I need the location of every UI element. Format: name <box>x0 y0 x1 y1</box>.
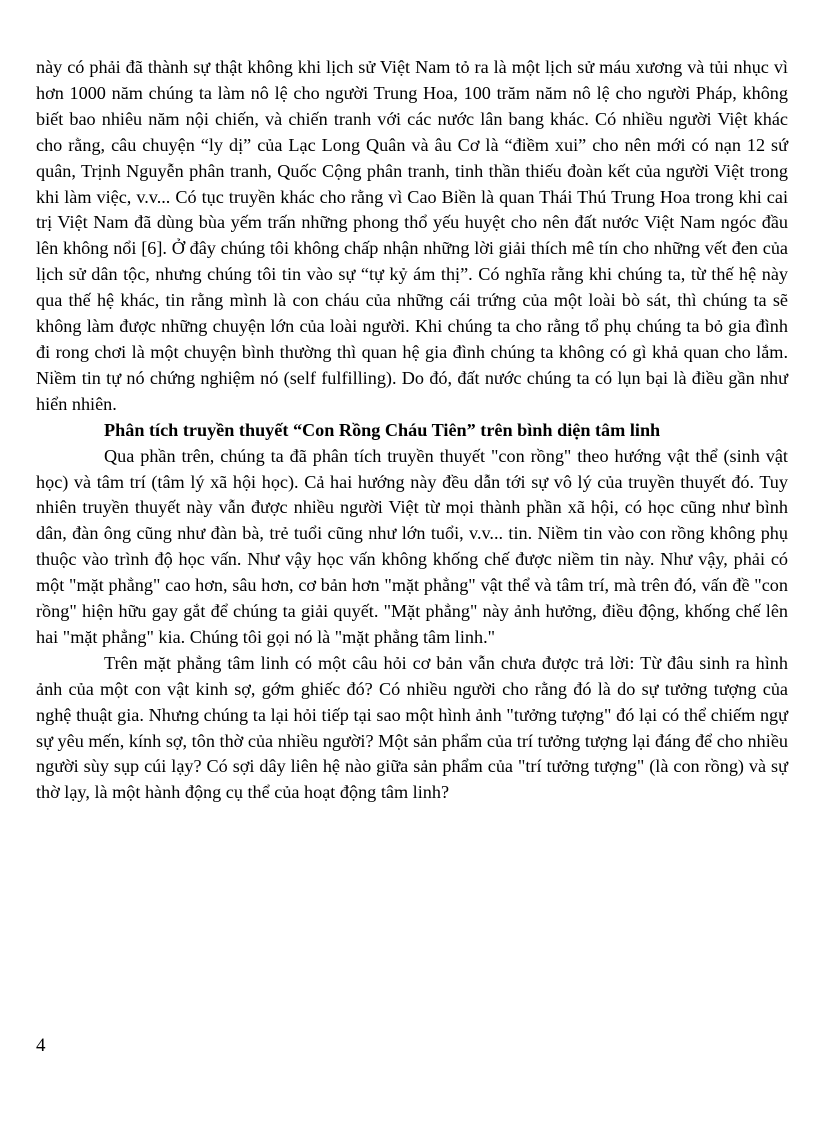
page-number: 4 <box>36 1035 46 1056</box>
body-paragraph-1: này có phải đã thành sự thật không khi lịch sử Việt Nam tỏ ra là một lịch sử máu xương và tủi nhục vì hơn 1000 năm chúng ta làm nô lệ cho người Trung Hoa, 100 trăm năm nô lệ cho người Pháp, không biết bao nhiêu năm nội chiến, và chiến tranh với các nước lân bang khác. Có nhiều người Việt khác cho rằng, câu chuyện “ly dị” của Lạc Long Quân và âu Cơ là “điềm xui” cho nên mới có nạn 12 sứ quân, Trịnh Nguyễn phân tranh, Quốc Cộng phân tranh, tinh thần thiếu đoàn kết của người Việt trong khi làm việc, v.v... Có tục truyền khác cho rằng vì Cao Biền là quan Thái Thú Trung Hoa trong khi cai trị Việt Nam đã dùng bùa yếm trấn những phong thổ yếu huyệt cho nên đất nước Việt Nam ngóc đầu lên không nổi [6]. Ở đây chúng tôi không chấp nhận những lời giải thích mê tín cho những vết đen của lịch sử dân tộc, nhưng chúng tôi tin vào sự “tự kỷ ám thị”. Có nghĩa rằng khi chúng ta, từ thế hệ này qua thế hệ khác, tin rằng mình là con cháu của những cái trứng của một loài bò sát, thì chúng ta sẽ không làm được những chuyện lớn của loài người. Khi chúng ta cho rằng tổ phụ chúng ta bỏ gia đình đi rong chơi là một chuyện bình thường thì quan hệ gia đình chúng ta không có gì khả quan cho lắm. Niềm tin tự nó chứng nghiệm nó (self fulfilling). Do đó, đất nước chúng ta có lụn bại là điều gần như hiển nhiên. <box>36 57 788 414</box>
body-paragraph-2: Qua phần trên, chúng ta đã phân tích truyền thuyết "con rồng" theo hướng vật thể (sinh vật học) và tâm trí (tâm lý xã hội học). Cả hai hướng này đều dẫn tới sự vô lý của truyền thuyết đó. Tuy nhiên truyền thuyết này vẫn được nhiều người Việt từ mọi thành phần xã hội, có học cũng như bình dân, đàn ông cũng như đàn bà, trẻ tuổi cũng như lớn tuổi, v.v... tin. Niềm tin vào con rồng không phụ thuộc vào trình độ học vấn. Như vậy học vấn không khống chế được niềm tin này. Như vậy, phải có một "mặt phẳng" cao hơn, sâu hơn, cơ bản hơn "mặt phẳng" vật thể và tâm trí, mà trên đó, vấn đề "con rồng" hiện hữu gay gắt để chúng ta giải quyết. "Mặt phẳng" này ảnh hưởng, điều động, khống chế lên hai "mặt phẳng" kia. Chúng tôi gọi nó là "mặt phẳng tâm linh." <box>36 445 788 647</box>
section-heading: Phân tích truyền thuyết “Con Rồng Cháu Tiên” trên bình diện tâm linh <box>104 419 661 440</box>
document-page <box>36 55 788 806</box>
body-paragraph-3: Trên mặt phẳng tâm linh có một câu hỏi cơ bản vẫn chưa được trả lời: Từ đâu sinh ra hình ảnh của một con vật kinh sợ, gớm ghiếc đó? Có nhiều người cho rằng đó là do sự tưởng tượng của nghệ thuật gia. Nhưng chúng ta lại hỏi tiếp tại sao một hình ảnh "tưởng tượng" đó lại có thể chiếm ngự sự yêu mến, kính sợ, tôn thờ của nhiều người? Một sản phẩm của trí tưởng tượng lại đáng để cho nhiều người sùy sụp cúi lạy? Có sợi dây liên hệ nào giữa sản phẩm của "trí tưởng tượng" (là con rồng) và sự thờ lạy, là một hành động cụ thể của hoạt động tâm linh? <box>36 652 788 803</box>
